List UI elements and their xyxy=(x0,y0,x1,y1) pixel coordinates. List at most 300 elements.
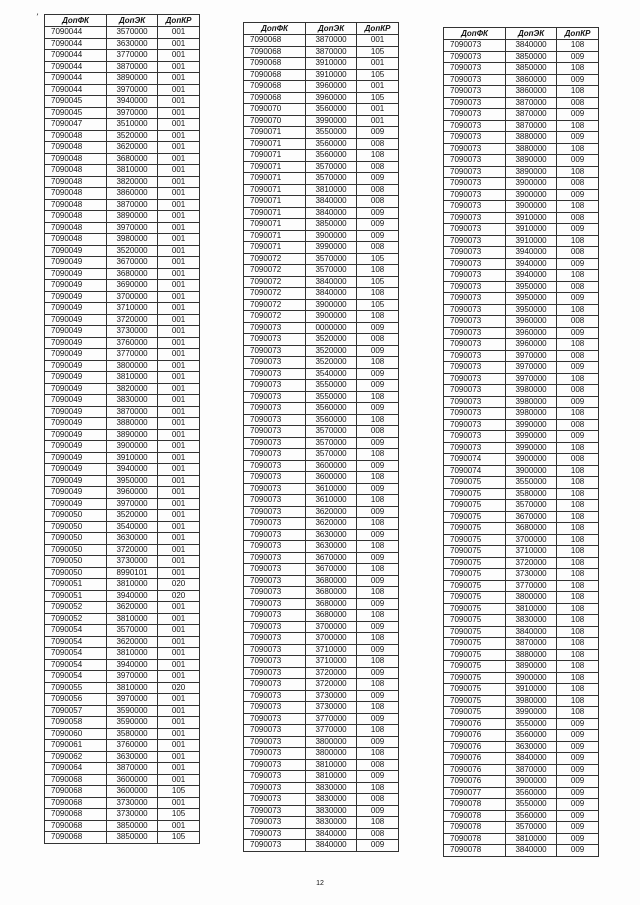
cell-dopkr: 108 xyxy=(557,442,599,454)
cell-dopek: 3890000 xyxy=(506,155,557,167)
cell-dopek: 3820000 xyxy=(107,176,158,188)
cell-dopek: 3870000 xyxy=(506,109,557,121)
cell-dopkr: 001 xyxy=(158,751,200,763)
cell-dopkr: 008 xyxy=(357,794,399,806)
table-row xyxy=(444,408,599,420)
cell-dopkr: 105 xyxy=(158,809,200,821)
cell-dopfk: 7090068 xyxy=(244,35,306,47)
cell-dopkr: 009 xyxy=(357,230,399,242)
table-row xyxy=(444,235,599,247)
cell-dopkr: 009 xyxy=(357,219,399,231)
cell-dopkr: 001 xyxy=(158,234,200,246)
table-row xyxy=(444,649,599,661)
cell-dopfk: 7090045 xyxy=(45,96,107,108)
cell-dopkr: 001 xyxy=(158,636,200,648)
cell-dopek: 3710000 xyxy=(306,644,357,656)
cell-dopfk: 7090044 xyxy=(45,84,107,96)
table-row xyxy=(45,441,200,453)
cell-dopek: 3840000 xyxy=(306,276,357,288)
table-row xyxy=(244,656,399,668)
cell-dopek: 3760000 xyxy=(107,337,158,349)
cell-dopkr: 001 xyxy=(158,429,200,441)
cell-dopfk: 7090073 xyxy=(244,437,306,449)
header-dopkr: ДопКР xyxy=(158,15,200,27)
cell-dopkr: 001 xyxy=(158,671,200,683)
cell-dopek: 3870000 xyxy=(506,638,557,650)
cell-dopek: 3520000 xyxy=(107,130,158,142)
table-row xyxy=(45,567,200,579)
cell-dopek: 3550000 xyxy=(506,799,557,811)
table-row xyxy=(45,625,200,637)
cell-dopkr: 009 xyxy=(557,845,599,857)
cell-dopkr: 001 xyxy=(158,291,200,303)
table-row xyxy=(244,449,399,461)
cell-dopfk: 7090071 xyxy=(244,184,306,196)
cell-dopfk: 7090075 xyxy=(444,603,506,615)
cell-dopkr: 009 xyxy=(557,258,599,270)
table-row xyxy=(45,153,200,165)
cell-dopfk: 7090060 xyxy=(45,728,107,740)
header-dopkr: ДопКР xyxy=(357,23,399,35)
cell-dopek: 3510000 xyxy=(107,119,158,131)
cell-dopkr: 009 xyxy=(557,822,599,834)
header-row xyxy=(444,28,599,40)
cell-dopfk: 7090075 xyxy=(444,500,506,512)
cell-dopkr: 009 xyxy=(357,403,399,415)
table-row xyxy=(45,280,200,292)
cell-dopek: 3710000 xyxy=(306,656,357,668)
table-row xyxy=(244,150,399,162)
cell-dopkr: 009 xyxy=(357,207,399,219)
cell-dopkr: 009 xyxy=(357,621,399,633)
cell-dopfk: 7090076 xyxy=(444,730,506,742)
table-row xyxy=(244,207,399,219)
cell-dopfk: 7090073 xyxy=(444,327,506,339)
cell-dopek: 3720000 xyxy=(306,679,357,691)
cell-dopek: 3720000 xyxy=(306,667,357,679)
cell-dopfk: 7090076 xyxy=(444,741,506,753)
cell-dopek: 3770000 xyxy=(506,580,557,592)
cell-dopek: 3940000 xyxy=(107,590,158,602)
cell-dopkr: 009 xyxy=(557,396,599,408)
cell-dopek: 3600000 xyxy=(107,786,158,798)
cell-dopek: 3910000 xyxy=(506,684,557,696)
cell-dopkr: 001 xyxy=(158,222,200,234)
cell-dopfk: 7090071 xyxy=(244,127,306,139)
table-row xyxy=(45,521,200,533)
cell-dopfk: 7090047 xyxy=(45,119,107,131)
cell-dopkr: 108 xyxy=(357,782,399,794)
cell-dopek: 3560000 xyxy=(306,104,357,116)
cell-dopek: 3940000 xyxy=(506,247,557,259)
cell-dopfk: 7090073 xyxy=(244,575,306,587)
cell-dopfk: 7090073 xyxy=(244,334,306,346)
cell-dopfk: 7090075 xyxy=(444,534,506,546)
cell-dopkr: 001 xyxy=(158,648,200,660)
cell-dopkr: 009 xyxy=(357,667,399,679)
table-row xyxy=(45,303,200,315)
cell-dopfk: 7090072 xyxy=(244,276,306,288)
cell-dopek: 3730000 xyxy=(107,326,158,338)
table-row xyxy=(45,452,200,464)
table-row xyxy=(444,741,599,753)
cell-dopek: 3840000 xyxy=(306,840,357,852)
cell-dopek: 3670000 xyxy=(306,564,357,576)
cell-dopkr: 008 xyxy=(357,161,399,173)
table-row xyxy=(444,339,599,351)
cell-dopek: 3770000 xyxy=(306,713,357,725)
cell-dopek: 3700000 xyxy=(306,621,357,633)
cell-dopkr: 001 xyxy=(158,544,200,556)
cell-dopfk: 7090074 xyxy=(444,454,506,466)
cell-dopfk: 7090070 xyxy=(244,115,306,127)
table-row xyxy=(244,230,399,242)
cell-dopkr: 001 xyxy=(357,81,399,93)
table-row xyxy=(45,429,200,441)
table-row xyxy=(45,165,200,177)
table-row xyxy=(45,27,200,39)
cell-dopkr: 001 xyxy=(158,487,200,499)
cell-dopek: 3560000 xyxy=(506,730,557,742)
cell-dopkr: 009 xyxy=(557,753,599,765)
table-column-3 xyxy=(443,27,599,857)
cell-dopek: 3970000 xyxy=(107,222,158,234)
cell-dopkr: 008 xyxy=(557,419,599,431)
cell-dopfk: 7090073 xyxy=(244,679,306,691)
cell-dopfk: 7090075 xyxy=(444,638,506,650)
table-row xyxy=(45,142,200,154)
cell-dopfk: 7090075 xyxy=(444,649,506,661)
cell-dopfk: 7090073 xyxy=(244,426,306,438)
table-row xyxy=(244,127,399,139)
table-row xyxy=(244,173,399,185)
cell-dopkr: 009 xyxy=(357,690,399,702)
cell-dopek: 3910000 xyxy=(107,452,158,464)
cell-dopek: 3570000 xyxy=(107,27,158,39)
table-row xyxy=(444,316,599,328)
cell-dopkr: 108 xyxy=(357,495,399,507)
cell-dopek: 3890000 xyxy=(107,429,158,441)
cell-dopek: 3620000 xyxy=(306,518,357,530)
cell-dopkr: 108 xyxy=(557,201,599,213)
cell-dopfk: 7090073 xyxy=(244,541,306,553)
cell-dopfk: 7090075 xyxy=(444,672,506,684)
cell-dopfk: 7090073 xyxy=(244,403,306,415)
table-row xyxy=(444,155,599,167)
cell-dopfk: 7090068 xyxy=(45,797,107,809)
cell-dopkr: 001 xyxy=(158,395,200,407)
table-row xyxy=(244,633,399,645)
cell-dopkr: 001 xyxy=(158,464,200,476)
cell-dopek: 3890000 xyxy=(506,166,557,178)
cell-dopek: 3620000 xyxy=(107,602,158,614)
cell-dopfk: 7090049 xyxy=(45,337,107,349)
cell-dopkr: 108 xyxy=(357,725,399,737)
cell-dopfk: 7090049 xyxy=(45,257,107,269)
cell-dopkr: 108 xyxy=(357,633,399,645)
cell-dopfk: 7090064 xyxy=(45,763,107,775)
table-row xyxy=(45,234,200,246)
cell-dopek: 3990000 xyxy=(306,242,357,254)
cell-dopkr: 009 xyxy=(557,833,599,845)
cell-dopek: 3970000 xyxy=(107,498,158,510)
cell-dopek: 3940000 xyxy=(506,270,557,282)
cell-dopkr: 001 xyxy=(158,418,200,430)
table-row xyxy=(244,322,399,334)
cell-dopek: 3900000 xyxy=(506,189,557,201)
cell-dopfk: 7090073 xyxy=(444,442,506,454)
cell-dopek: 3840000 xyxy=(506,845,557,857)
cell-dopfk: 7090076 xyxy=(444,776,506,788)
cell-dopek: 3590000 xyxy=(107,705,158,717)
cell-dopfk: 7090073 xyxy=(244,771,306,783)
cell-dopkr: 108 xyxy=(357,679,399,691)
cell-dopkr: 009 xyxy=(357,771,399,783)
cell-dopek: 3960000 xyxy=(107,487,158,499)
cell-dopek: 3940000 xyxy=(506,258,557,270)
cell-dopkr: 009 xyxy=(357,368,399,380)
cell-dopek: 3670000 xyxy=(506,511,557,523)
cell-dopkr: 001 xyxy=(158,360,200,372)
cell-dopek: 0000000 xyxy=(306,322,357,334)
cell-dopkr: 108 xyxy=(557,569,599,581)
cell-dopek: 3560000 xyxy=(306,403,357,415)
cell-dopfk: 7090071 xyxy=(244,150,306,162)
page-number: 12 xyxy=(316,880,324,887)
cell-dopkr: 009 xyxy=(557,189,599,201)
cell-dopek: 8990101 xyxy=(107,567,158,579)
table-row xyxy=(444,534,599,546)
cell-dopkr: 001 xyxy=(158,314,200,326)
cell-dopkr: 009 xyxy=(357,506,399,518)
cell-dopkr: 108 xyxy=(357,748,399,760)
table-row xyxy=(244,587,399,599)
table-row xyxy=(45,245,200,257)
cell-dopkr: 108 xyxy=(357,817,399,829)
cell-dopkr: 008 xyxy=(557,385,599,397)
cell-dopkr: 105 xyxy=(158,786,200,798)
table-row xyxy=(444,396,599,408)
cell-dopfk: 7090071 xyxy=(244,138,306,150)
cell-dopfk: 7090054 xyxy=(45,648,107,660)
table-row xyxy=(244,506,399,518)
cell-dopfk: 7090073 xyxy=(244,587,306,599)
cell-dopek: 3840000 xyxy=(306,828,357,840)
cell-dopfk: 7090048 xyxy=(45,130,107,142)
cell-dopfk: 7090078 xyxy=(444,810,506,822)
cell-dopfk: 7090073 xyxy=(444,97,506,109)
cell-dopek: 3830000 xyxy=(506,615,557,627)
cell-dopfk: 7090073 xyxy=(244,322,306,334)
cell-dopfk: 7090068 xyxy=(45,809,107,821)
table-row xyxy=(45,257,200,269)
cell-dopfk: 7090049 xyxy=(45,303,107,315)
table-row xyxy=(45,694,200,706)
table-row xyxy=(444,845,599,857)
cell-dopek: 3850000 xyxy=(506,51,557,63)
table-row xyxy=(244,184,399,196)
cell-dopek: 3900000 xyxy=(506,465,557,477)
cell-dopek: 3520000 xyxy=(306,357,357,369)
cell-dopfk: 7090075 xyxy=(444,546,506,558)
cell-dopkr: 008 xyxy=(557,350,599,362)
table-row xyxy=(244,196,399,208)
cell-dopkr: 001 xyxy=(158,349,200,361)
cell-dopkr: 008 xyxy=(357,138,399,150)
cell-dopkr: 001 xyxy=(158,61,200,73)
cell-dopek: 3610000 xyxy=(306,483,357,495)
cell-dopfk: 7090073 xyxy=(444,178,506,190)
cell-dopek: 3890000 xyxy=(107,73,158,85)
cell-dopek: 3880000 xyxy=(107,418,158,430)
table-row xyxy=(244,564,399,576)
cell-dopek: 3910000 xyxy=(506,235,557,247)
table-row xyxy=(444,86,599,98)
table-row xyxy=(444,753,599,765)
table-row xyxy=(444,350,599,362)
cell-dopek: 3980000 xyxy=(506,385,557,397)
table-row xyxy=(244,69,399,81)
cell-dopkr: 001 xyxy=(158,659,200,671)
header-row xyxy=(244,23,399,35)
cell-dopkr: 108 xyxy=(357,541,399,553)
cell-dopfk: 7090073 xyxy=(444,120,506,132)
cell-dopek: 3550000 xyxy=(306,391,357,403)
table-row xyxy=(45,326,200,338)
table-row xyxy=(244,759,399,771)
cell-dopfk: 7090050 xyxy=(45,533,107,545)
cell-dopkr: 108 xyxy=(357,518,399,530)
cell-dopek: 3990000 xyxy=(506,419,557,431)
table-row xyxy=(444,718,599,730)
cell-dopek: 3980000 xyxy=(506,396,557,408)
cell-dopfk: 7090077 xyxy=(444,787,506,799)
cell-dopkr: 009 xyxy=(357,127,399,139)
cell-dopkr: 001 xyxy=(158,199,200,211)
cell-dopfk: 7090072 xyxy=(244,265,306,277)
table-row xyxy=(45,222,200,234)
cell-dopek: 3570000 xyxy=(306,265,357,277)
cell-dopkr: 001 xyxy=(158,372,200,384)
cell-dopek: 3960000 xyxy=(306,81,357,93)
cell-dopfk: 7090073 xyxy=(244,391,306,403)
cell-dopfk: 7090073 xyxy=(444,224,506,236)
table-row xyxy=(244,311,399,323)
table-row xyxy=(45,602,200,614)
cell-dopkr: 009 xyxy=(357,529,399,541)
cell-dopek: 3810000 xyxy=(506,833,557,845)
cell-dopfk: 7090049 xyxy=(45,291,107,303)
cell-dopkr: 108 xyxy=(557,86,599,98)
cell-dopfk: 7090071 xyxy=(244,230,306,242)
cell-dopkr: 001 xyxy=(158,245,200,257)
cell-dopfk: 7090075 xyxy=(444,707,506,719)
cell-dopek: 3870000 xyxy=(306,35,357,47)
cell-dopfk: 7090075 xyxy=(444,661,506,673)
cell-dopfk: 7090078 xyxy=(444,822,506,834)
table-row xyxy=(444,212,599,224)
cell-dopkr: 009 xyxy=(357,805,399,817)
cell-dopkr: 009 xyxy=(557,155,599,167)
header-dopfk: ДопФК xyxy=(45,15,107,27)
cell-dopfk: 7090068 xyxy=(45,832,107,844)
cell-dopfk: 7090073 xyxy=(244,414,306,426)
cell-dopfk: 7090073 xyxy=(244,644,306,656)
cell-dopfk: 7090073 xyxy=(444,339,506,351)
cell-dopfk: 7090048 xyxy=(45,165,107,177)
cell-dopkr: 001 xyxy=(158,475,200,487)
cell-dopfk: 7090068 xyxy=(244,69,306,81)
cell-dopfk: 7090073 xyxy=(444,166,506,178)
table-row xyxy=(45,763,200,775)
cell-dopek: 3870000 xyxy=(107,763,158,775)
cell-dopek: 3570000 xyxy=(306,449,357,461)
cell-dopek: 3800000 xyxy=(506,592,557,604)
cell-dopkr: 008 xyxy=(557,247,599,259)
cell-dopek: 3960000 xyxy=(306,92,357,104)
cell-dopek: 3570000 xyxy=(506,500,557,512)
cell-dopfk: 7090068 xyxy=(244,81,306,93)
cell-dopek: 3880000 xyxy=(506,649,557,661)
cell-dopek: 3690000 xyxy=(107,280,158,292)
table-row xyxy=(244,518,399,530)
cell-dopek: 3970000 xyxy=(107,694,158,706)
cell-dopkr: 001 xyxy=(158,38,200,50)
table-row xyxy=(45,590,200,602)
cell-dopkr: 009 xyxy=(357,575,399,587)
table-row xyxy=(444,707,599,719)
table-row xyxy=(244,81,399,93)
cell-dopfk: 7090049 xyxy=(45,498,107,510)
table-row xyxy=(45,119,200,131)
cell-dopkr: 020 xyxy=(158,682,200,694)
cell-dopek: 3620000 xyxy=(107,636,158,648)
cell-dopfk: 7090071 xyxy=(244,173,306,185)
cell-dopek: 3840000 xyxy=(506,753,557,765)
cell-dopek: 3870000 xyxy=(107,406,158,418)
cell-dopkr: 108 xyxy=(357,265,399,277)
table-row xyxy=(444,293,599,305)
table-row xyxy=(444,281,599,293)
cell-dopkr: 001 xyxy=(158,130,200,142)
table-row xyxy=(244,690,399,702)
cell-dopek: 3600000 xyxy=(107,774,158,786)
table-row xyxy=(444,580,599,592)
cell-dopkr: 009 xyxy=(557,741,599,753)
cell-dopek: 3950000 xyxy=(506,281,557,293)
cell-dopfk: 7090073 xyxy=(444,431,506,443)
cell-dopkr: 108 xyxy=(557,523,599,535)
table-row xyxy=(244,598,399,610)
cell-dopfk: 7090073 xyxy=(444,132,506,144)
cell-dopfk: 7090061 xyxy=(45,740,107,752)
cell-dopek: 3910000 xyxy=(306,69,357,81)
cell-dopek: 3900000 xyxy=(506,178,557,190)
cell-dopfk: 7090050 xyxy=(45,556,107,568)
cell-dopkr: 009 xyxy=(357,736,399,748)
table-row xyxy=(444,833,599,845)
cell-dopfk: 7090072 xyxy=(244,288,306,300)
cell-dopkr: 009 xyxy=(357,322,399,334)
table-row xyxy=(45,751,200,763)
table-row xyxy=(45,61,200,73)
cell-dopek: 3810000 xyxy=(506,603,557,615)
cell-dopfk: 7090044 xyxy=(45,50,107,62)
cell-dopek: 3570000 xyxy=(306,161,357,173)
header-row xyxy=(45,15,200,27)
table-row xyxy=(444,166,599,178)
table-row xyxy=(45,786,200,798)
